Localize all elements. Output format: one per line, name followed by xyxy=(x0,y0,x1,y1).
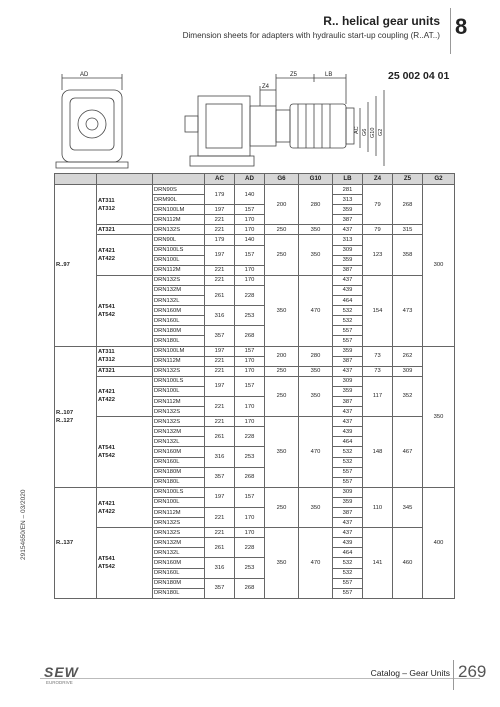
dimension-cell: 250 xyxy=(265,487,299,527)
dimension-cell: 253 xyxy=(235,558,265,578)
column-header: G2 xyxy=(423,174,455,185)
table-row xyxy=(55,275,455,285)
motor-type-cell: DRN100LM xyxy=(153,346,205,356)
page-subtitle: Dimension sheets for adapters with hydraulic start-up coupling (R..AT..) xyxy=(182,31,440,40)
sew-logo: SEW xyxy=(44,664,79,680)
dimension-table xyxy=(54,173,455,599)
label-lb: LB xyxy=(325,72,333,78)
dimension-cell: 79 xyxy=(363,225,393,235)
motor-type-cell: DRN160L xyxy=(153,457,205,467)
label-g10: G10 xyxy=(370,127,376,138)
column-header: Z5 xyxy=(393,174,423,185)
dimension-cell: 350 xyxy=(299,225,333,235)
label-g2: G2 xyxy=(378,128,384,136)
dimension-cell: 157 xyxy=(235,487,265,507)
coupling-type-cell: AT321 xyxy=(97,366,153,376)
motor-type-cell: DRN180L xyxy=(153,588,205,598)
motor-type-cell: DRN180L xyxy=(153,477,205,487)
dimension-cell: 117 xyxy=(363,376,393,416)
table-row xyxy=(55,366,455,376)
coupling-type-cell: AT421 AT422 xyxy=(97,235,153,275)
table-row xyxy=(55,185,455,195)
dimension-cell: 316 xyxy=(205,447,235,467)
dimension-cell: 387 xyxy=(333,265,363,275)
dimension-cell: 437 xyxy=(333,417,363,427)
motor-type-cell: DRN132L xyxy=(153,548,205,558)
motor-type-cell: DRN160L xyxy=(153,568,205,578)
motor-type-cell: DRN100LS xyxy=(153,245,205,255)
dimension-cell: 221 xyxy=(205,528,235,538)
dimension-cell: 350 xyxy=(423,346,455,487)
dimension-cell: 359 xyxy=(333,255,363,265)
dimension-cell: 557 xyxy=(333,326,363,336)
coupling-type-cell: AT421 AT422 xyxy=(97,487,153,527)
dimension-cell: 79 xyxy=(363,185,393,225)
motor-type-cell: DRN132S xyxy=(153,275,205,285)
coupling-type-cell: AT421 AT422 xyxy=(97,376,153,416)
dimension-cell: 439 xyxy=(333,427,363,437)
dimension-cell: 357 xyxy=(205,326,235,346)
dimension-cell: 157 xyxy=(235,205,265,215)
motor-type-cell: DRN100LS xyxy=(153,487,205,497)
dimension-cell: 170 xyxy=(235,528,265,538)
dimension-cell: 261 xyxy=(205,538,235,558)
motor-type-cell: DRN180L xyxy=(153,336,205,346)
motor-type-cell: DRM90L xyxy=(153,195,205,205)
dimension-cell: 179 xyxy=(205,185,235,205)
motor-type-cell: DRN132L xyxy=(153,296,205,306)
table-row xyxy=(55,225,455,235)
dimension-cell: 300 xyxy=(423,185,455,347)
dimension-cell: 253 xyxy=(235,306,265,326)
dimension-cell: 470 xyxy=(299,528,333,599)
dimension-cell: 309 xyxy=(393,366,423,376)
dimension-cell: 197 xyxy=(205,205,235,215)
dimension-cell: 437 xyxy=(333,407,363,417)
dimension-cell: 313 xyxy=(333,195,363,205)
motor-type-cell: DRN160L xyxy=(153,316,205,326)
dimension-cell: 73 xyxy=(363,366,393,376)
label-ac: AC xyxy=(354,126,360,134)
column-header: G6 xyxy=(265,174,299,185)
label-z4: Z4 xyxy=(262,84,270,90)
dimension-cell: 387 xyxy=(333,215,363,225)
dimension-cell: 387 xyxy=(333,508,363,518)
dimension-cell: 221 xyxy=(205,275,235,285)
coupling-type-cell: AT541 AT542 xyxy=(97,275,153,346)
dimension-cell: 197 xyxy=(205,245,235,265)
motor-type-cell: DRN180M xyxy=(153,326,205,336)
label-z5: Z5 xyxy=(290,72,298,78)
dimension-cell: 228 xyxy=(235,427,265,447)
dimension-cell: 157 xyxy=(235,376,265,396)
dimension-cell: 352 xyxy=(393,376,423,416)
dimension-cell: 110 xyxy=(363,487,393,527)
dimension-cell: 359 xyxy=(333,386,363,396)
motor-type-cell: DRN132S xyxy=(153,225,205,235)
motor-type-cell: DRN112M xyxy=(153,396,205,406)
footer-separator xyxy=(453,660,454,690)
column-header: G10 xyxy=(299,174,333,185)
table-row xyxy=(55,346,455,356)
dimension-cell: 268 xyxy=(393,185,423,225)
motor-type-cell: DRN132S xyxy=(153,407,205,417)
dimension-cell: 197 xyxy=(205,346,235,356)
motor-type-cell: DRN132M xyxy=(153,538,205,548)
section-number: 8 xyxy=(455,14,468,39)
dimension-cell: 437 xyxy=(333,275,363,285)
label-ad: AD xyxy=(80,72,89,78)
dimension-cell: 357 xyxy=(205,467,235,487)
part-number: 25 002 04 01 xyxy=(388,70,450,82)
dimension-cell: 73 xyxy=(363,346,393,366)
dimension-cell: 467 xyxy=(393,417,423,488)
motor-type-cell: DRN112M xyxy=(153,356,205,366)
dimension-cell: 532 xyxy=(333,447,363,457)
coupling-type-cell: AT321 xyxy=(97,225,153,235)
motor-type-cell: DRN132S xyxy=(153,518,205,528)
page-title: R.. helical gear units xyxy=(323,14,440,28)
dimension-cell: 309 xyxy=(333,376,363,386)
motor-type-cell: DRN90S xyxy=(153,185,205,195)
dimension-cell: 532 xyxy=(333,306,363,316)
motor-type-cell: DRN100LM xyxy=(153,205,205,215)
dimension-cell: 280 xyxy=(299,185,333,225)
dimension-cell: 200 xyxy=(265,346,299,366)
motor-type-cell: DRN160M xyxy=(153,558,205,568)
dimension-cell: 221 xyxy=(205,417,235,427)
dimension-cell: 261 xyxy=(205,285,235,305)
dimension-cell: 140 xyxy=(235,235,265,245)
dimension-cell: 358 xyxy=(393,235,423,275)
dimension-cell: 387 xyxy=(333,356,363,366)
dimension-cell: 179 xyxy=(205,235,235,245)
dimension-cell: 557 xyxy=(333,588,363,598)
dimension-cell: 250 xyxy=(265,225,299,235)
dimension-cell: 170 xyxy=(235,215,265,225)
table-row xyxy=(55,235,455,245)
column-header: LB xyxy=(333,174,363,185)
dimension-cell: 157 xyxy=(235,346,265,356)
dimension-cell: 470 xyxy=(299,417,333,488)
dimension-cell: 140 xyxy=(235,185,265,205)
dimension-drawing xyxy=(50,68,395,178)
dimension-cell: 473 xyxy=(393,275,423,346)
dimension-cell: 316 xyxy=(205,306,235,326)
dimension-cell: 464 xyxy=(333,296,363,306)
dimension-cell: 228 xyxy=(235,538,265,558)
dimension-cell: 123 xyxy=(363,235,393,275)
dimension-cell: 359 xyxy=(333,205,363,215)
column-header: Z4 xyxy=(363,174,393,185)
dimension-cell: 268 xyxy=(235,326,265,346)
sew-logo-sub: EURODRIVE xyxy=(46,680,73,685)
dimension-cell: 557 xyxy=(333,467,363,477)
footer-catalog: Catalog – Gear Units xyxy=(370,668,450,678)
dimension-cell: 357 xyxy=(205,578,235,598)
gear-unit-type-cell: R..137 xyxy=(55,487,97,598)
dimension-cell: 464 xyxy=(333,437,363,447)
dimension-cell: 532 xyxy=(333,457,363,467)
dimension-cell: 439 xyxy=(333,538,363,548)
dimension-cell: 359 xyxy=(333,497,363,507)
dimension-cell: 170 xyxy=(235,417,265,427)
dimension-cell: 221 xyxy=(205,356,235,366)
table-row xyxy=(55,376,455,386)
coupling-type-cell: AT311 AT312 xyxy=(97,185,153,225)
dimension-cell: 437 xyxy=(333,518,363,528)
dimension-cell: 170 xyxy=(235,356,265,366)
dimension-cell: 170 xyxy=(235,225,265,235)
dimension-cell: 313 xyxy=(333,235,363,245)
dimension-cell: 345 xyxy=(393,487,423,527)
column-header: AC xyxy=(205,174,235,185)
motor-type-cell: DRN112M xyxy=(153,265,205,275)
dimension-cell: 221 xyxy=(205,396,235,416)
dimension-cell: 557 xyxy=(333,477,363,487)
dimension-cell: 200 xyxy=(265,185,299,225)
dimension-cell: 253 xyxy=(235,447,265,467)
dimension-cell: 350 xyxy=(299,487,333,527)
dimension-cell: 154 xyxy=(363,275,393,346)
dimension-cell: 268 xyxy=(235,467,265,487)
dimension-cell: 316 xyxy=(205,558,235,578)
dimension-cell: 170 xyxy=(235,275,265,285)
motor-type-cell: DRN132M xyxy=(153,285,205,295)
dimension-cell: 281 xyxy=(333,185,363,195)
dimension-cell: 197 xyxy=(205,376,235,396)
gear-unit-type-cell: R..107 R..127 xyxy=(55,346,97,487)
motor-type-cell: DRN160M xyxy=(153,447,205,457)
table-row xyxy=(55,487,455,497)
dimension-cell: 359 xyxy=(333,346,363,356)
dimension-cell: 221 xyxy=(205,508,235,528)
table-row xyxy=(55,417,455,427)
dimension-cell: 250 xyxy=(265,235,299,275)
dimension-cell: 439 xyxy=(333,285,363,295)
dimension-cell: 532 xyxy=(333,568,363,578)
motor-type-cell: DRN100L xyxy=(153,255,205,265)
dimension-cell: 309 xyxy=(333,245,363,255)
motor-type-cell: DRN180M xyxy=(153,578,205,588)
dimension-cell: 268 xyxy=(235,578,265,598)
dimension-cell: 350 xyxy=(265,417,299,488)
coupling-type-cell: AT311 AT312 xyxy=(97,346,153,366)
dimension-cell: 250 xyxy=(265,366,299,376)
dimension-cell: 170 xyxy=(235,265,265,275)
coupling-type-cell: AT541 AT542 xyxy=(97,417,153,488)
label-g6: G6 xyxy=(362,128,368,136)
motor-type-cell: DRN132L xyxy=(153,437,205,447)
dimension-cell: 170 xyxy=(235,366,265,376)
dimension-cell: 315 xyxy=(393,225,423,235)
motor-type-cell: DRN180M xyxy=(153,467,205,477)
gear-unit-type-cell: R..97 xyxy=(55,185,97,347)
motor-type-cell: DRN112M xyxy=(153,508,205,518)
motor-type-cell: DRN90L xyxy=(153,235,205,245)
motor-type-cell: DRN132S xyxy=(153,528,205,538)
column-header: AD xyxy=(235,174,265,185)
dimension-cell: 387 xyxy=(333,396,363,406)
dimension-cell: 221 xyxy=(205,265,235,275)
motor-type-cell: DRN132M xyxy=(153,427,205,437)
motor-type-cell: DRN100L xyxy=(153,497,205,507)
dimension-cell: 437 xyxy=(333,225,363,235)
document-number: 29154650/EN – 03/2020 xyxy=(20,489,27,560)
footer-divider xyxy=(40,678,480,679)
table-row xyxy=(55,528,455,538)
table-header-row xyxy=(55,174,455,185)
motor-type-cell: DRN132S xyxy=(153,417,205,427)
dimension-cell: 437 xyxy=(333,366,363,376)
coupling-type-cell: AT541 AT542 xyxy=(97,528,153,599)
dimension-cell: 221 xyxy=(205,225,235,235)
dimension-cell: 309 xyxy=(333,487,363,497)
dimension-cell: 170 xyxy=(235,508,265,528)
dimension-cell: 400 xyxy=(423,487,455,598)
dimension-cell: 532 xyxy=(333,558,363,568)
dimension-cell: 221 xyxy=(205,366,235,376)
dimension-cell: 557 xyxy=(333,578,363,588)
dimension-cell: 221 xyxy=(205,215,235,225)
dimension-cell: 470 xyxy=(299,275,333,346)
dimension-cell: 170 xyxy=(235,396,265,416)
page-number: 269 xyxy=(458,662,487,681)
dimension-cell: 157 xyxy=(235,245,265,265)
dimension-cell: 250 xyxy=(265,376,299,416)
dimension-cell: 532 xyxy=(333,316,363,326)
dimension-cell: 141 xyxy=(363,528,393,599)
dimension-cell: 350 xyxy=(299,366,333,376)
dimension-cell: 262 xyxy=(393,346,423,366)
motor-type-cell: DRN112M xyxy=(153,215,205,225)
dimension-cell: 460 xyxy=(393,528,423,599)
dimension-cell: 350 xyxy=(265,528,299,599)
dimension-cell: 148 xyxy=(363,417,393,488)
dimension-cell: 350 xyxy=(299,376,333,416)
motor-type-cell: DRN132S xyxy=(153,366,205,376)
dimension-cell: 557 xyxy=(333,336,363,346)
motor-type-cell: DRN100LS xyxy=(153,376,205,386)
dimension-cell: 464 xyxy=(333,548,363,558)
motor-type-cell: DRN100L xyxy=(153,386,205,396)
dimension-cell: 437 xyxy=(333,528,363,538)
dimension-cell: 280 xyxy=(299,346,333,366)
dimension-cell: 350 xyxy=(265,275,299,346)
dimension-cell: 261 xyxy=(205,427,235,447)
dimension-cell: 228 xyxy=(235,285,265,305)
dimension-cell: 350 xyxy=(299,235,333,275)
dimension-cell: 197 xyxy=(205,487,235,507)
motor-type-cell: DRN160M xyxy=(153,306,205,316)
